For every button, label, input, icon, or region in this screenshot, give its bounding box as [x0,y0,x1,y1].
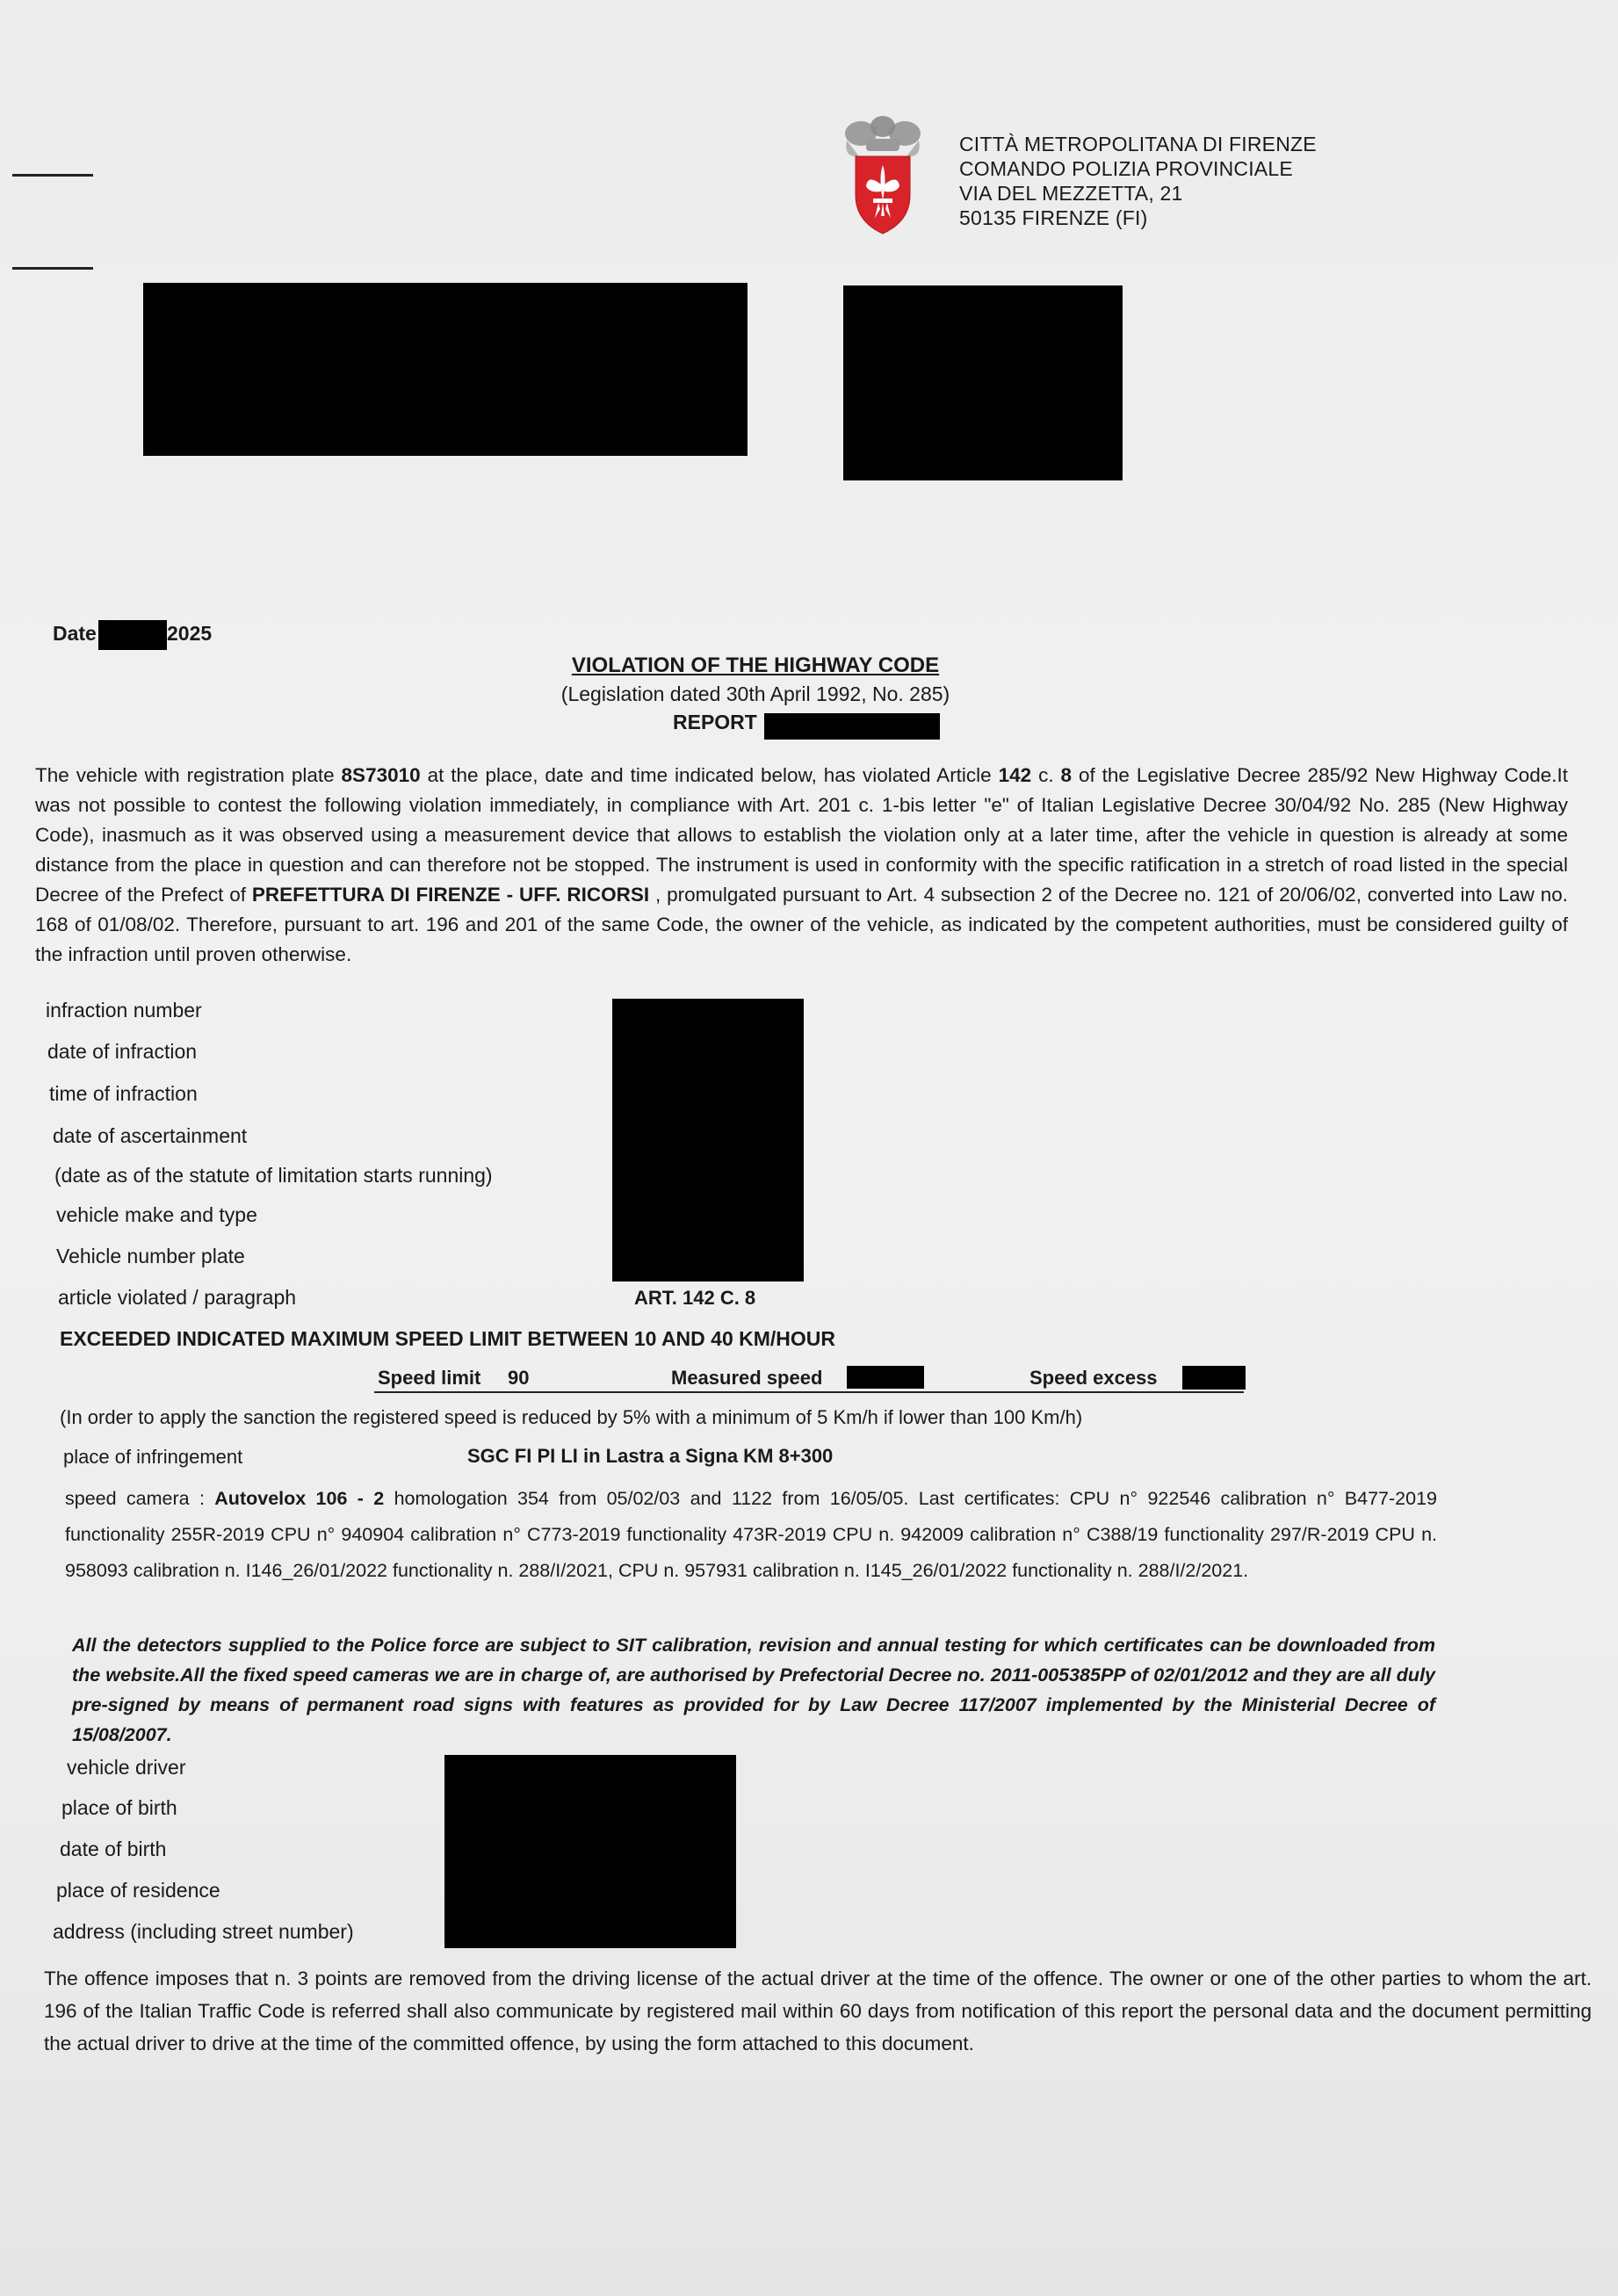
date-of-ascertainment-label: date of ascertainment [53,1124,248,1147]
document-title-block [492,652,1019,736]
place-of-infringement-label: place of infringement [63,1446,243,1468]
authority-line: COMANDO POLIZIA PROVINCIALE [959,157,1293,180]
fold-mark-top [12,174,93,177]
penalty-points-note: The offence imposes that n. 3 points are removed from the driving license of the actual driver at the time of the offence. The owner or one of the other parties to whom the art. 196 of the Italian Traffic Code is referred shall also communicate by registered mail within 60 days from notification of this report the personal data and the document permitting the actual driver to drive at the time of the committed offence, by using the form attached to this document. [44,1967,1592,2054]
article-violated-label: article violated / paragraph [58,1286,297,1309]
article-violated-value: ART. 142 C. 8 [634,1287,756,1309]
speed-excess-label: Speed excess [1029,1367,1158,1389]
statute-limitation-note: (date as of the statute of limitation starts running) [54,1164,493,1187]
detectors-calibration-note: All the detectors supplied to the Police force are subject to SIT calibration, revision and annual testing for which certificates can be downloaded from the website.All the fixed speed cameras we are in charge of, are authorised by Prefectorial Decree no. 2011-005385PP of 02/01/2012 and they are all duly pre-signed by means of permanent road signs with features as provided for by Law Decree 117/2007 implemented by the Ministerial Decree of 15/08/2007. [72,1635,1435,1745]
fold-mark-bottom [12,267,93,270]
speed-limit-value: 90 [508,1367,530,1389]
speed-limit-label: Speed limit [378,1367,481,1389]
intro-text: of the Legislative Decree 285/92 New Highway Code.It was not possible to contest the following violation immediately, in compliance with Art. 201 c. 1-bis letter "e" of Italian Legislative Decree 30/04/92 No. 285 (New Highway Code), inasmuch as it was observed using a measurement device that allows to establish the violation only at a later time, after the vehicle in question is already at some distance from the place in question and can therefore not be stopped. The instrument is used in conformity with the specific ratification in a stretch of road listed in the special Decree of the Prefect of [35,764,1568,906]
date-of-birth-label: date of birth [60,1838,167,1860]
speed-summary-row [374,1365,1244,1393]
intro-text: c. [1031,764,1061,786]
date-of-infraction-label: date of infraction [47,1040,198,1063]
intro-text: at the place, date and time indicated below, has violated Article [420,764,999,786]
redacted-date [98,620,167,650]
speed-camera-details [65,1481,1437,1589]
measured-speed-label: Measured speed [671,1367,823,1389]
issuing-authority [959,132,1317,230]
vehicle-plate-label: Vehicle number plate [56,1245,245,1267]
redacted-report-number [764,713,940,740]
authority-line: VIA DEL MEZZETTA, 21 [959,182,1183,205]
violation-intro-paragraph [35,761,1568,970]
address-label: address (including street number) [53,1920,354,1943]
camera-certificates: homologation 354 from 05/02/03 and 1122 from 16/05/05. Last certificates: CPU n° 922546 calibration n° B477-2019 functionality 255R-2019 CPU n° 940904 calibration n° C773-2019 functionality 473R-2019 CPU n. 942009 calibration n° C388/19 functionality 297/R-2019 CPU n. 958093 calibration n. I146_26/01/2022 functionality n. 288/I/2021, CPU n. 957931 calibration n. I145_26/01/2022 functionality n. 288/I/2/2021. [65,1488,1437,1581]
place-of-birth-label: place of birth [61,1796,177,1819]
legislation-reference: (Legislation dated 30th April 1992, No. 285) [560,682,950,705]
date-year: 2025 [167,622,213,645]
florence-lily-crest-icon [834,114,931,237]
camera-label: speed camera : [65,1488,215,1509]
time-of-infraction-label: time of infraction [49,1082,198,1105]
date-line [53,622,213,646]
place-of-residence-label: place of residence [56,1879,220,1902]
redacted-recipient-block [143,283,748,456]
speed-reduction-note: (In order to apply the sanction the registered speed is reduced by 5% with a minimum of 5 Km/h if lower than 100 Km/h) [60,1406,1083,1428]
authority-line: 50135 FIRENZE (FI) [959,206,1148,229]
prefecture-name: PREFETTURA DI FIRENZE - UFF. RICORSI [251,884,650,906]
infraction-number-label: infraction number [46,999,202,1022]
place-of-infringement-value: SGC FI PI LI in Lastra a Signa KM 8+300 [467,1445,834,1467]
camera-model: Autovelox 106 - 2 [214,1488,385,1509]
redacted-speed-excess [1182,1366,1246,1390]
vehicle-make-label: vehicle make and type [56,1203,257,1226]
redacted-driver-details [444,1755,736,1948]
redacted-measured-speed [847,1366,924,1389]
intro-text: , promulgated pursuant to Art. 4 subsection 2 of the Decree no. 121 of 20/06/02, converted into Law no. 168 of 01/08/02. Therefore, pursuant to art. 196 and 201 of the same Code, the owner of the vehicle, as indicated by the competent authorities, must be considered guilty of the infraction until proven otherwise. [35,884,1569,965]
redacted-infraction-details [612,999,804,1282]
vehicle-driver-label: vehicle driver [67,1756,186,1779]
registration-plate: 8S73010 [341,764,421,786]
intro-text: The vehicle with registration plate [35,764,342,786]
authority-line: CITTÀ METROPOLITANA DI FIRENZE [959,133,1317,155]
violation-description: EXCEEDED INDICATED MAXIMUM SPEED LIMIT BETWEEN 10 AND 40 KM/HOUR [60,1327,836,1350]
redacted-address-block [843,285,1123,480]
article-comma: 8 [1060,764,1073,786]
article-number: 142 [998,764,1032,786]
date-label: Date [53,622,97,645]
document-title: VIOLATION OF THE HIGHWAY CODE [571,653,940,677]
report-label: REPORT [673,711,757,733]
